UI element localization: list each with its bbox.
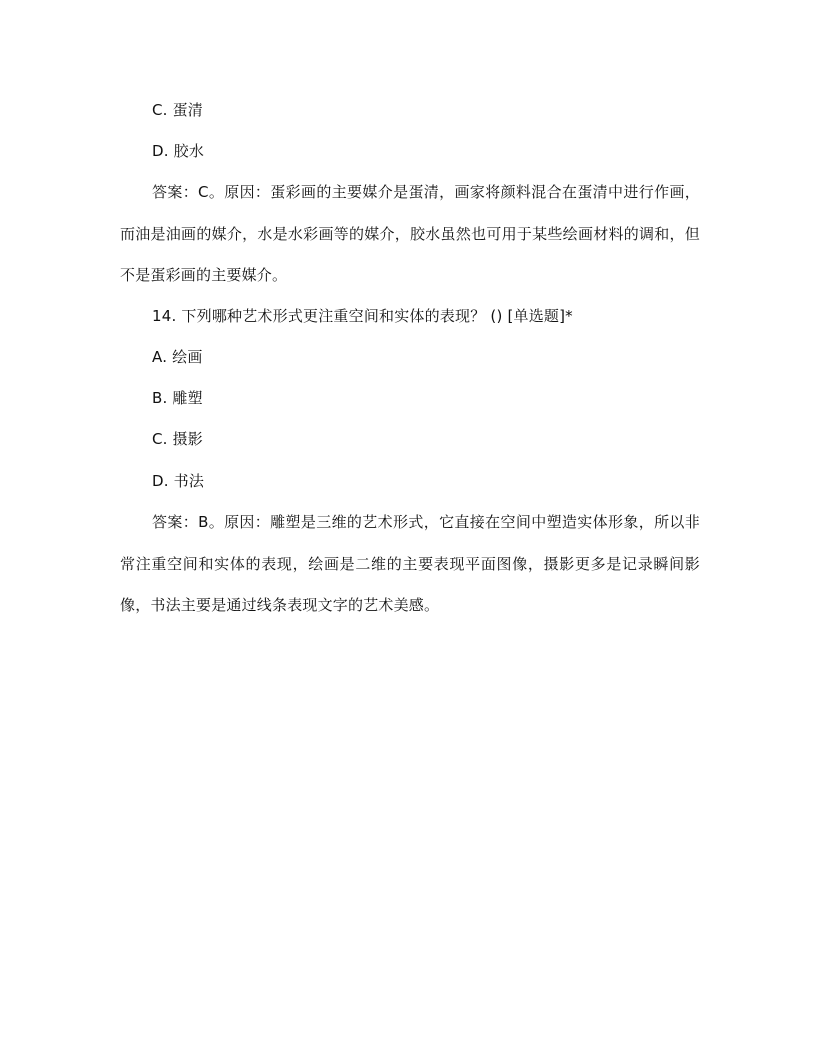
q14-question: 14. 下列哪种艺术形式更注重空间和实体的表现？ () [单选题]* <box>152 307 573 325</box>
q13-answer-explanation: 答案：C。原因：蛋彩画的主要媒介是蛋清，画家将颜料混合在蛋清中进行作画，而油是油画的媒介，水是水彩画等的媒介，胶水虽然也可用于某些绘画材料的调和，但不是蛋彩画的主要媒介。 <box>120 183 700 284</box>
q14-option-d: D. 书法 <box>152 472 205 490</box>
q14-option-b: B. 雕塑 <box>152 389 203 407</box>
q13-option-d: D. 胶水 <box>152 142 205 160</box>
q13-option-c: C. 蛋清 <box>152 101 204 119</box>
q14-option-c: C. 摄影 <box>152 430 204 448</box>
q14-answer-explanation: 答案：B。原因：雕塑是三维的艺术形式，它直接在空间中塑造实体形象，所以非常注重空间和实体的表现，绘画是二维的主要表现平面图像，摄影更多是记录瞬间影像，书法主要是通过线条表现文字的艺术美感。 <box>120 513 700 614</box>
q14-option-a: A. 绘画 <box>152 348 203 366</box>
